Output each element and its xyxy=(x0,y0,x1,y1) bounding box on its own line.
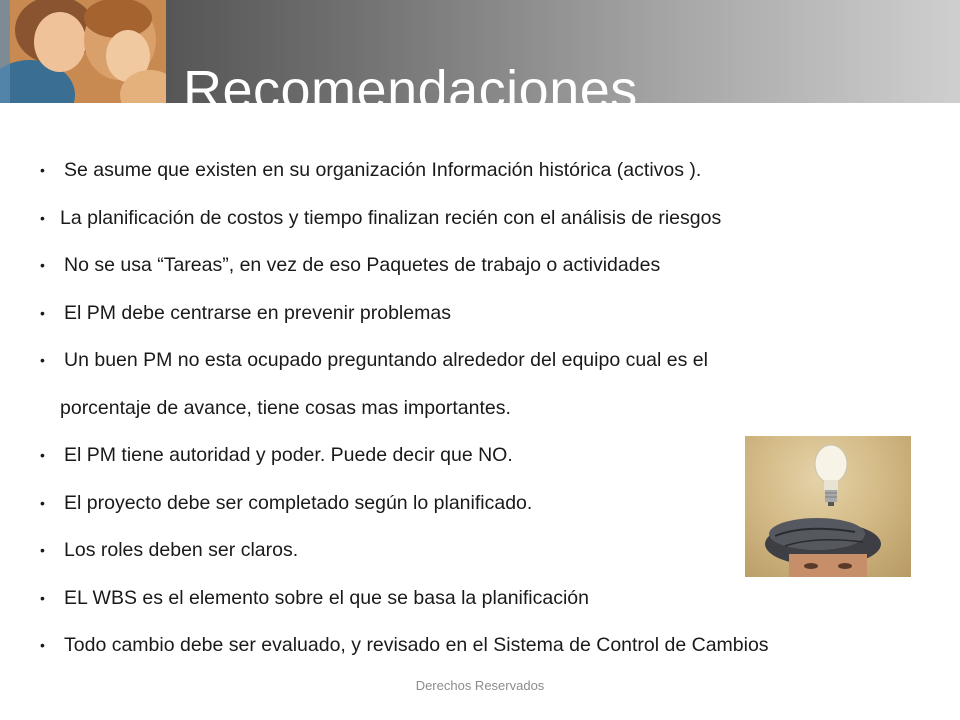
list-item-text: El proyecto debe ser completado según lo planificado. xyxy=(64,491,533,514)
list-item-text: El PM tiene autoridad y poder. Puede decir que NO. xyxy=(64,444,513,466)
bullet-icon: • xyxy=(40,589,45,606)
list-item-text: Todo cambio debe ser evaluado, y revisado en el Sistema de Control de Cambios xyxy=(64,634,769,656)
list-item-text: Se asume que existen en su organización Información histórica (activos ). xyxy=(64,159,702,181)
list-item xyxy=(40,340,945,388)
list-item-text: Un buen PM no esta ocupado preguntando alrededor del equipo cual es el xyxy=(64,349,708,371)
list-item xyxy=(40,245,945,293)
list-item xyxy=(40,293,945,341)
list-item-continuation xyxy=(40,388,945,436)
bullet-icon: • xyxy=(40,494,45,511)
list-item-text: No se usa “Tareas”, en vez de eso Paquetes de trabajo o actividades xyxy=(64,254,661,276)
list-item-text: La planificación de costos y tiempo finalizan recién con el análisis de riesgos xyxy=(60,206,722,229)
bullet-icon: • xyxy=(40,637,45,653)
bullet-icon: • xyxy=(40,162,45,178)
list-item xyxy=(40,625,945,673)
list-item-text: El PM debe centrarse en prevenir problemas xyxy=(64,301,451,324)
list-item-text: EL WBS es el elemento sobre el que se basa la planificación xyxy=(64,586,589,609)
bullet-icon: • xyxy=(40,257,45,273)
bullet-icon: • xyxy=(40,209,45,226)
lightbulb-idea-photo xyxy=(745,436,911,577)
family-photo xyxy=(0,0,166,103)
bullet-icon: • xyxy=(40,447,45,463)
list-item-text: porcentaje de avance, tiene cosas mas importantes. xyxy=(60,396,511,419)
bullet-icon: • xyxy=(40,304,45,321)
list-item xyxy=(40,198,945,246)
list-item xyxy=(40,150,945,198)
bullet-icon: • xyxy=(40,542,45,558)
page-title: Recomendaciones xyxy=(183,60,638,121)
footer-copyright: Derechos Reservados xyxy=(415,678,545,693)
recommendations-list xyxy=(40,150,945,673)
bullet-icon: • xyxy=(40,352,45,368)
list-item xyxy=(40,578,945,626)
list-item-text: Los roles deben ser claros. xyxy=(64,539,299,561)
